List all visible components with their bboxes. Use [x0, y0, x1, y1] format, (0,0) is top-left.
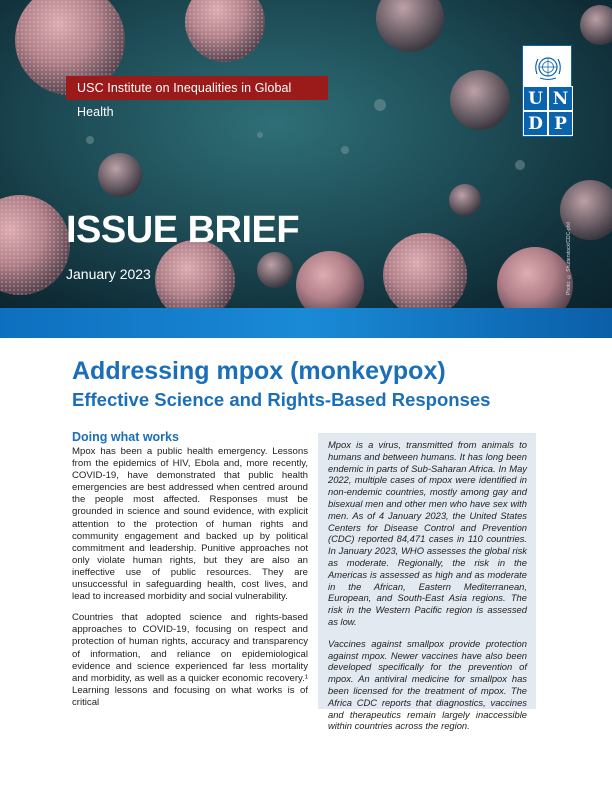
issue-date: January 2023 — [66, 266, 151, 282]
article-title: Addressing mpox (monkeypox) — [72, 357, 446, 385]
facts-paragraph: Vaccines against smallpox provide protection against mpox. Newer vaccines have also been developed specifically for the prevention of mpox. An antiviral medicine for smallpox has been licensed for the treatment of mpox. The Africa CDC reports that diagnostics, vaccines and therapeutics remain largely inaccessible within countries across the region. — [328, 637, 527, 732]
logo-letter-n: N — [548, 86, 573, 111]
institute-tag: USC Institute on Inequalities in Global Health — [66, 76, 328, 100]
article-subtitle: Effective Science and Rights-Based Responses — [72, 389, 491, 410]
body-paragraph: Mpox has been a public health emergency. Lessons from the epidemics of HIV, Ebola and, more recently, COVID-19, have demonstrated that public health emergencies are best addressed when centred around the people most affected. Responses must be grounded in science and sound evidence, with explicit attention to the protection of human rights and community engagement and backed up by political commitment and leadership. Punitive approaches not only violate human rights, but they are also an ineffective use of public resources. They are unsuccessful in safeguarding health, cost lives, and lead to increased morbidity and social vulnerability. — [72, 446, 308, 603]
body-text-column — [72, 446, 308, 709]
issue-brief-title: ISSUE BRIEF — [66, 209, 300, 251]
section-heading: Doing what works — [72, 430, 179, 444]
un-emblem-icon — [531, 54, 565, 82]
body-paragraph: Countries that adopted science and rights-based approaches to COVID-19, focusing on respect and protection of human rights, accuracy and transparency of information, and reliance on epidemiological evidence and science experienced far less mortality and morbidity, as well as a quicker economic recovery.¹ Learning lessons and focusing on what works is of critical — [72, 612, 308, 708]
logo-letter-u: U — [523, 86, 548, 111]
undp-letter-grid — [523, 86, 573, 136]
logo-letter-d: D — [523, 111, 548, 136]
virus-particles-icon — [0, 0, 612, 310]
facts-paragraph: Mpox is a virus, transmitted from animals to humans and between humans. It has long been endemic in parts of Sub-Saharan Africa. In May 2022, multiple cases of mpox were identified in non-endemic countries, mostly among gay and bisexual men and other men who have sex with men. As of 4 January 2023, the United States Centers for Disease Control and Prevention (CDC) reported 84,471 cases in 110 countries. In January 2023, WHO assesses the global risk as moderate. Regionally, the risk in the Americas is assessed as high and as moderate in the African, Eastern Mediterranean, European, and South-East Asia regions. The risk in the Western Pacific region is assessed as low. — [328, 439, 527, 627]
undp-logo — [522, 45, 572, 137]
blue-divider-band — [0, 308, 612, 338]
logo-letter-p: P — [548, 111, 573, 136]
photo-credit: Photo: © Shutterstock/CDC-phil — [566, 222, 572, 295]
mpox-facts-box — [318, 433, 536, 732]
cover-banner — [0, 0, 612, 310]
